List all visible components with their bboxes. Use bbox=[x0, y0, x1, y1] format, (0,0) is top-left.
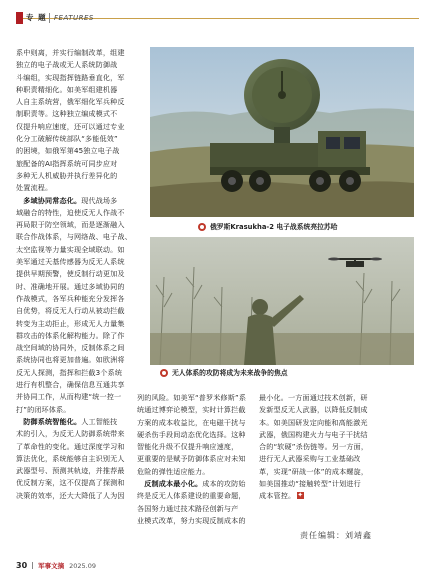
footer-divider bbox=[32, 562, 33, 569]
body-line: 群攻击的体系化解构能力。除了作 bbox=[16, 330, 125, 340]
body-line: 系统协同也将更加普遍。如欧洲将 bbox=[16, 355, 125, 365]
body-line: 独立的电子战或无人系统防御战 bbox=[16, 60, 118, 70]
caption-text: 无人体系的攻防将成为未来战争的焦点 bbox=[172, 369, 288, 377]
body-line: 统通过博弈论模型，实时计算拦截 bbox=[137, 405, 246, 415]
body-line: 本。如美国研发定向能和高能激光 bbox=[259, 417, 368, 427]
subheading: 多域协同常态化。 bbox=[23, 195, 82, 205]
body-line: 斗编组，实现指挥链路垂直化，军 bbox=[16, 72, 125, 82]
body-line: 危险的弹性适应能力。 bbox=[137, 466, 210, 476]
body-line: 种职责精细化。如美军组建机器 bbox=[16, 84, 118, 94]
body-line: 旅配备的AI指挥系统可同步应对 bbox=[16, 158, 118, 168]
body-line: 打”的闭环体系。 bbox=[16, 404, 71, 414]
body-line: 战空间域的协同外，反制体系之间 bbox=[16, 343, 125, 353]
caption-marker-icon bbox=[160, 369, 168, 377]
body-line: 术的引入，为反无人防御系统带来 bbox=[16, 429, 125, 439]
body-line: 决策的效率，还大大降低了人为因 bbox=[16, 490, 125, 500]
body-line: 处置流程。 bbox=[16, 183, 53, 193]
body-line: 合的“软硬”杀伤链等。另一方面， bbox=[259, 442, 369, 452]
body-line: 再局限于防空领域，而是逐渐融入 bbox=[16, 220, 125, 230]
body-line: 系中则离，并实行编制改革，组建 bbox=[16, 48, 125, 57]
body-line: 域融合的特性，迫使反无人作战不 bbox=[16, 207, 125, 217]
section-marker-icon bbox=[16, 12, 23, 24]
photo-caption bbox=[160, 368, 288, 378]
subhead-line bbox=[137, 478, 256, 490]
body-line: 自优势，将反无人行动从被动拦截 bbox=[16, 306, 125, 316]
photo-caption bbox=[198, 222, 338, 232]
body-line: 化分工破解传统部队“多能低效” bbox=[16, 134, 118, 144]
section-title-en: FEATURES bbox=[54, 14, 94, 22]
body-line: 作战模式，各军兵种能充分发挥各 bbox=[16, 293, 125, 303]
body-line: 武器型号、预测其轨迹，并推荐最 bbox=[16, 466, 125, 476]
body-line: 联合作战体系，与网络战、电子战、 bbox=[16, 232, 132, 242]
body-line: 终是反无人体系建设的重要命题， bbox=[137, 491, 246, 501]
body-line: 优反制方案，这不仅提高了探测和 bbox=[16, 478, 125, 488]
editor-credit: 责任编辑：刘靖鑫 bbox=[300, 531, 372, 540]
body-line: 制职责等。这种独立编成模式不 bbox=[16, 109, 118, 119]
body-line: 武器，俄国构建火力与电子干扰结 bbox=[259, 429, 368, 439]
body-line: 太空监视等力量实现全域联动。如 bbox=[16, 244, 125, 254]
body-line bbox=[259, 490, 409, 502]
body-line: 进行无人武器采购与工业基础改 bbox=[259, 454, 361, 464]
body-line: 多种无人机威胁并执行差异化的 bbox=[16, 170, 118, 180]
body-text: 现代战场多 bbox=[81, 195, 118, 205]
body-line: 发新型反无人武器，以降低反制成 bbox=[259, 405, 368, 415]
subhead-line bbox=[16, 195, 135, 207]
body-line: 反无人探测，指挥和拦截3个系统 bbox=[16, 367, 123, 377]
drone-soldier-photo bbox=[150, 237, 414, 365]
body-line: 如美国推动“接触转型”计划进行 bbox=[259, 479, 361, 489]
body-line: 时、准确地开展。通过多域协同的 bbox=[16, 281, 125, 291]
body-line: 各国努力通过技术路径创新与产 bbox=[137, 503, 239, 513]
issue-date: 2025.09 bbox=[69, 561, 97, 570]
article-column-3 bbox=[259, 392, 409, 503]
subheading: 反制成本最小化。 bbox=[144, 479, 203, 489]
page-footer bbox=[16, 561, 96, 570]
caption-marker-icon bbox=[198, 223, 206, 231]
body-line: 硬杀伤手段间动态优化选择。这种 bbox=[137, 429, 246, 439]
radar-truck-illustration bbox=[150, 47, 414, 217]
body-line: 方案的成本收益比，在电磁干扰与 bbox=[137, 417, 246, 427]
body-line: 更重要的是赋予防御体系应对未知 bbox=[137, 454, 246, 464]
body-line: 革，实现“研战一体”的成本螺旋， bbox=[259, 466, 369, 476]
body-line: 提供早期预警，使反制行动更加及 bbox=[16, 269, 125, 279]
magazine-name: 军事文摘 bbox=[38, 562, 65, 570]
body-line: 转变为主动拒止，形成无人力量集 bbox=[16, 318, 125, 328]
header-divider bbox=[49, 13, 50, 23]
body-line: 算法优化，系统能够自主识别无人 bbox=[16, 453, 125, 463]
subheading: 防御系统智能化。 bbox=[23, 416, 82, 426]
body-text: 成本的攻防始 bbox=[202, 479, 246, 489]
radar-truck-photo bbox=[150, 47, 414, 217]
body-line: 智能化升级不仅提升响应速度， bbox=[137, 442, 239, 452]
body-text: 人工智能技 bbox=[81, 416, 118, 426]
body-line: 并协同工作，从而构建“统一控一 bbox=[16, 392, 122, 402]
body-line: 业模式改革，努力实现反制成本的 bbox=[137, 515, 246, 525]
caption-text: 俄罗斯Krasukha-2 电子战系统亮拉苏哈 bbox=[210, 223, 338, 231]
drone-soldier-illustration bbox=[150, 237, 414, 365]
article-column-2 bbox=[137, 392, 256, 527]
body-line: 最小化。一方面通过技术创新，研 bbox=[259, 393, 368, 402]
body-line: 了革命性的变化。通过深度学习和 bbox=[16, 441, 125, 451]
body-text: 成本管控。 bbox=[259, 491, 296, 501]
page-number: 30 bbox=[16, 561, 28, 570]
end-of-article-icon bbox=[297, 492, 304, 499]
section-title: 专 题 bbox=[26, 13, 47, 22]
body-line: 人自主系统营，俄军细化军兵种反 bbox=[16, 97, 125, 107]
body-line: 进行有机整合，确保信息互通共享 bbox=[16, 380, 125, 390]
body-line: 列的风险。如美军“普罗米修斯”系 bbox=[137, 393, 247, 402]
article-column-1 bbox=[16, 47, 135, 502]
body-line: 美军通过天基传感器为反无人系统 bbox=[16, 257, 125, 267]
body-line: 的困境，如俄军第45独立电子战 bbox=[16, 146, 120, 156]
subhead-line bbox=[16, 416, 135, 428]
body-line: 仅提升响应速度，还可以通过专业 bbox=[16, 121, 125, 131]
